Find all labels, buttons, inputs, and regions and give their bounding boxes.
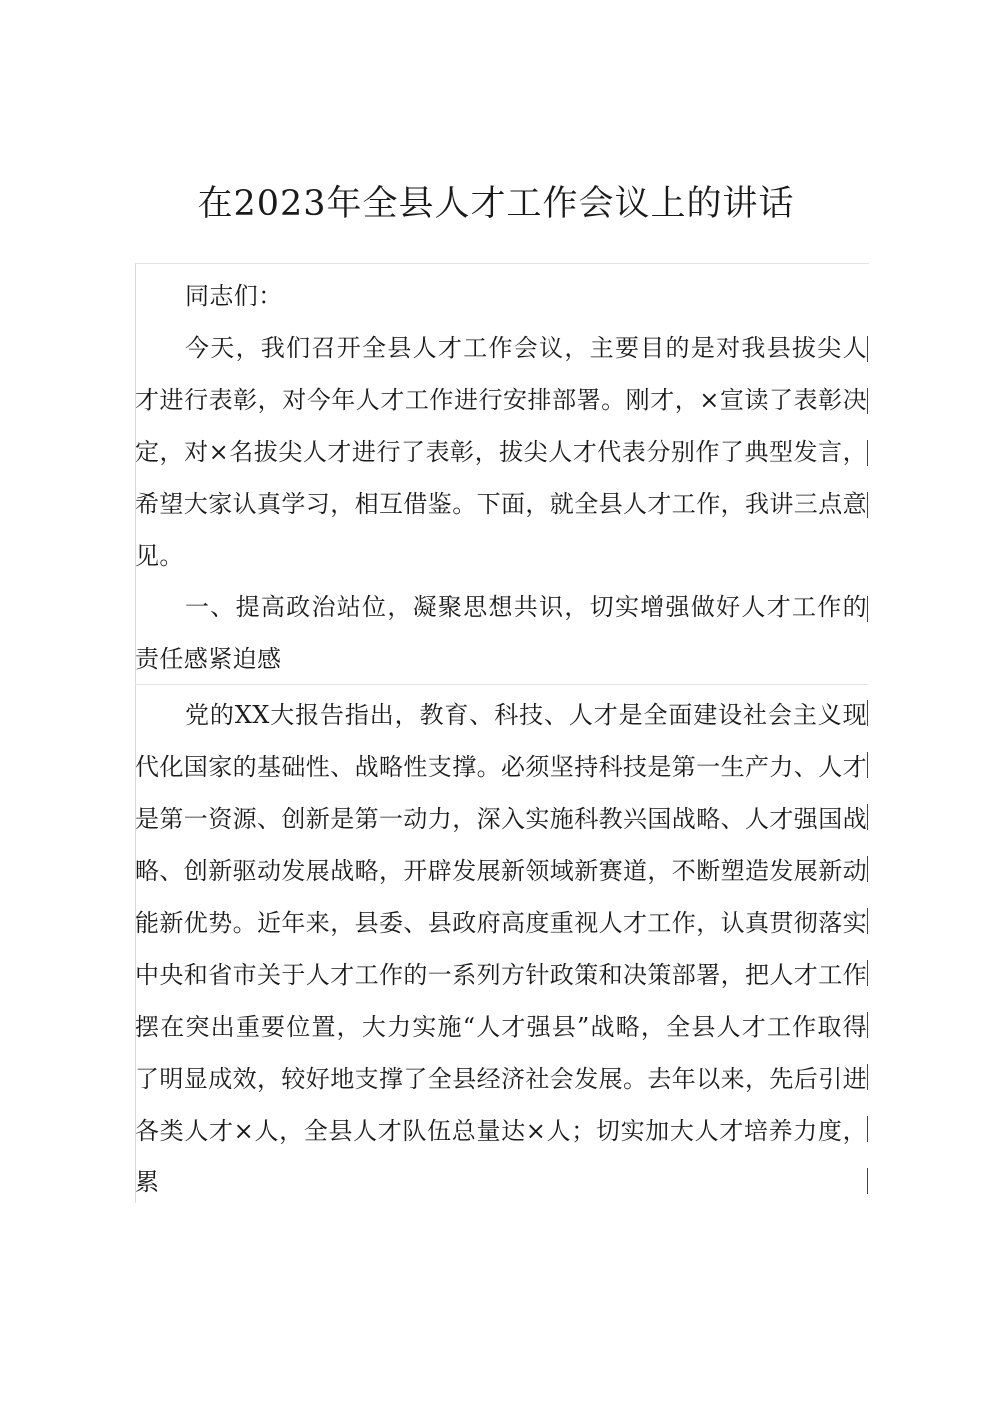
section-heading-1: 一、提高政治站位，凝聚思想共识，切实增强做好人才工作的责任感紧迫感 (135, 593, 867, 674)
line-end-mark (867, 1064, 868, 1090)
document-title: 在2023年全县人才工作会议上的讲话 (197, 184, 795, 224)
line-end-mark (867, 388, 868, 414)
line-end-mark (867, 440, 868, 466)
line-end-mark (867, 752, 868, 778)
document-body (135, 271, 867, 1209)
salutation: 同志们： (185, 282, 283, 310)
frame-top-edge (135, 263, 869, 264)
line-end-mark (867, 596, 868, 622)
line-end-mark (867, 1168, 868, 1194)
line-end-mark (867, 336, 868, 362)
line-end-mark (867, 1116, 868, 1142)
line-end-mark (867, 492, 868, 518)
line-end-mark (867, 700, 868, 726)
line-end-mark (867, 1012, 868, 1038)
line-end-mark (867, 908, 868, 934)
line-end-mark (867, 856, 868, 882)
line-end-mark (867, 960, 868, 986)
intro-paragraph: 今天，我们召开全县人才工作会议，主要目的是对我县拔尖人才进行表彰，对今年人才工作进行安排部署。刚才，×宣读了表彰决定，对×名拔尖人才进行了表彰，拔尖人才代表分别作了典型发言，希望大家认真学习，相互借鉴。下面，就全县人才工作，我讲三点意见。 (135, 333, 867, 570)
section-1-paragraph: 党的XX大报告指出，教育、科技、人才是全面建设社会主义现代化国家的基础性、战略性支撑。必须坚持科技是第一生产力、人才是第一资源、创新是第一动力，深入实施科教兴国战略、人才强国战略、创新驱动发展战略，开辟发展新领域新赛道，不断塑造发展新动能新优势。近年来，县委、县政府高度重视人才工作，认真贯彻落实中央和省市关于人才工作的一系列方针政策和决策部署，把人才工作摆在突出重要位置，大力实施“人才强县”战略，全县人才工作取得了明显成效，较好地支撑了全县经济社会发展。去年以来，先后引进各类人才×人，全县人才队伍总量达×人；切实加大人才培养力度，累 (135, 701, 867, 1197)
line-end-mark (867, 804, 868, 830)
